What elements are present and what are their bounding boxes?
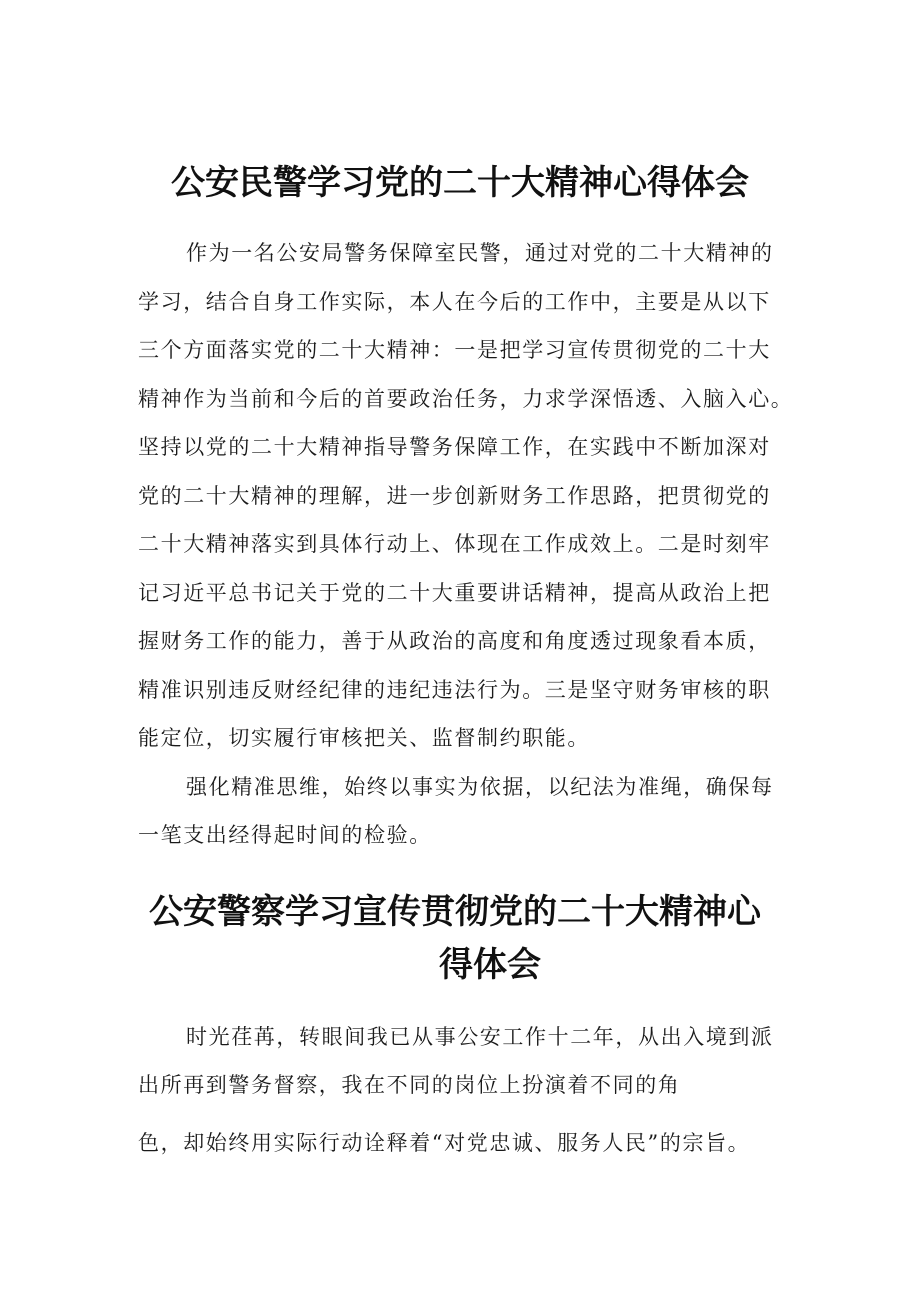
article-1-line: 强化精准思维，始终以事实为依据，以纪法为准绳，确保每 bbox=[186, 775, 774, 799]
article-1-line: 一笔支出经得起时间的检验。 bbox=[138, 823, 432, 847]
article-2-line: 出所再到警务督察，我在不同的岗位上扮演着不同的角 bbox=[138, 1073, 681, 1097]
article-1-line: 精准识别违反财经纪律的违纪违法行为。三是坚守财务审核的职 bbox=[138, 678, 771, 702]
article-1-line: 学习，结合自身工作实际，本人在今后的工作中，主要是从以下 bbox=[138, 290, 771, 314]
article-1-line: 二十大精神落实到具体行动上、体现在工作成效上。二是时刻牢 bbox=[138, 532, 771, 556]
article-1-line: 坚持以党的二十大精神指导警务保障工作，在实践中不断加深对 bbox=[138, 435, 771, 459]
article-1-line: 握财务工作的能力，善于从政治的高度和角度透过现象看本质， bbox=[138, 629, 771, 653]
article-1-line: 能定位，切实履行审核把关、监督制约职能。 bbox=[138, 726, 590, 750]
article-1-line: 记习近平总书记关于党的二十大重要讲话精神，提高从政治上把 bbox=[138, 581, 771, 605]
article-1-line: 三个方面落实党的二十大精神：一是把学习宣传贯彻党的二十大 bbox=[138, 338, 771, 362]
article-2-line: 色，却始终用实际行动诠释着“对党忠诚、服务人民”的宗旨。 bbox=[138, 1131, 751, 1155]
article-1-title: 公安民警学习党的二十大精神心得体会 bbox=[171, 163, 749, 203]
article-1-line: 精神作为当前和今后的首要政治任务，力求学深悟透、入脑入心。 bbox=[138, 387, 794, 411]
article-1-line: 作为一名公安局警务保障室民警，通过对党的二十大精神的 bbox=[186, 241, 774, 265]
article-2-line: 时光荏苒，转眼间我已从事公安工作十二年，从出入境到派 bbox=[186, 1025, 774, 1049]
article-2-title-line-1: 公安警察学习宣传贯彻党的二十大精神心 bbox=[149, 892, 761, 932]
article-1-line: 党的二十大精神的理解，进一步创新财务工作思路，把贯彻党的 bbox=[138, 484, 771, 508]
article-2-title-line-2: 得体会 bbox=[439, 945, 541, 985]
